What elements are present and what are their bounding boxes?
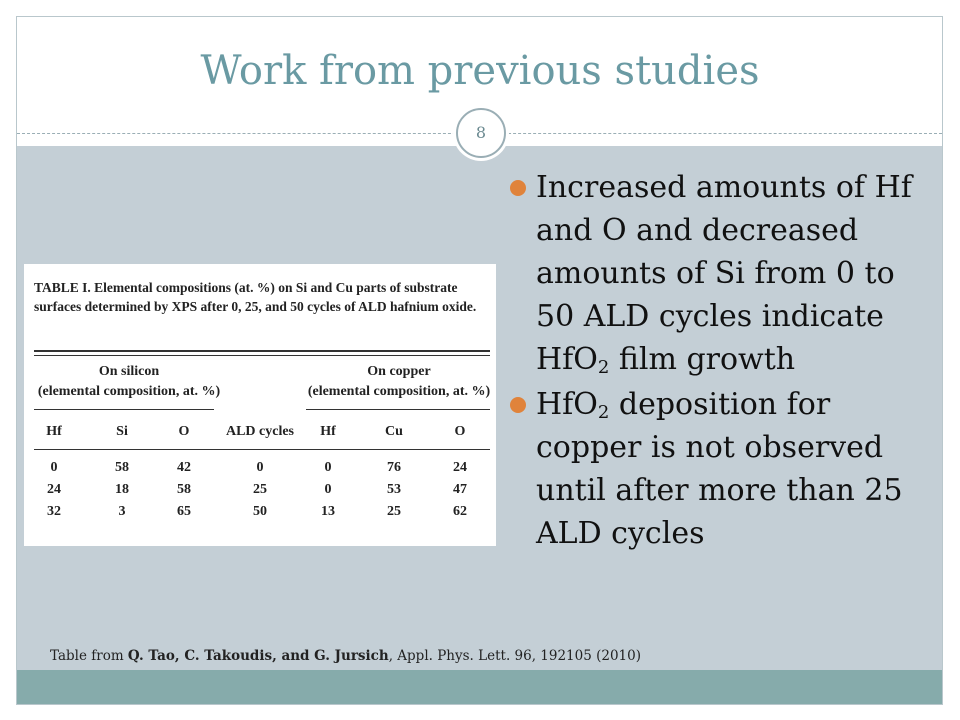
group-silicon-title: On silicon [98,364,160,379]
bullet-list [510,166,930,557]
table-cell: 76 [387,460,401,475]
table-cell: 3 [118,504,126,519]
footer-prefix: Table from [50,648,128,664]
group-silicon-subtitle: (elemental composition, at. %) [37,384,221,399]
bullet-dot-icon [510,180,526,196]
table-cell: 13 [321,504,335,519]
bullet-text-end: film growth [609,342,796,377]
col-header: Hf [320,424,336,439]
table-cell: 0 [50,460,58,475]
col-header: Hf [46,424,62,439]
bullet-item [510,166,930,381]
group-copper-subtitle: (elemental composition, at. %) [307,384,491,399]
table-cell: 18 [115,482,129,497]
group-copper-rule [306,409,490,410]
table-cell: 47 [453,482,467,497]
table-cell: 24 [47,482,61,497]
table-top-rule [34,350,490,352]
table-cell: 42 [177,460,191,475]
col-header: O [454,424,466,439]
subscript: 2 [597,402,610,423]
table-top-rule-2 [34,355,490,356]
citation-footer [50,648,641,664]
table-caption: TABLE I. Elemental compositions (at. %) on Si and Cu parts of substrate surfaces determined by XPS after 0, 25, and 50 cycles of ALD hafnium oxide. [34,280,477,314]
group-silicon-rule [34,409,214,410]
table-cell: 25 [387,504,401,519]
bullet-text: HfO [536,387,598,422]
table-cell: 53 [387,482,401,497]
table-cell: 32 [47,504,61,519]
bullet-item [510,383,930,555]
slide-number: 8 [456,108,506,158]
table-cell: 0 [324,460,332,475]
table-cell: 65 [177,504,191,519]
table-cell: 0 [324,482,332,497]
group-copper-title: On copper [367,364,431,379]
bottom-band [17,670,942,704]
table-cell: 24 [453,460,467,475]
header-rule [34,449,490,450]
col-header: Cu [385,424,403,439]
footer-citation: , Appl. Phys. Lett. 96, 192105 (2010) [388,648,641,664]
bullet-text-end: deposition for copper is not observed until after more than 25 ALD cycles [536,387,903,551]
col-header: Si [116,424,128,439]
table-cell: 0 [256,460,264,475]
bullet-text: Increased amounts of Hf and O and decreased amounts of Si from 0 to 50 ALD cycles indicate HfO [536,170,912,377]
footer-authors: Q. Tao, C. Takoudis, and G. Jursich [127,648,389,664]
table-cell: 58 [177,482,191,497]
table-cell: 58 [115,460,129,475]
table-cell: 62 [453,504,467,519]
col-header: O [178,424,190,439]
slide-title: Work from previous studies [200,48,760,94]
table-image [24,264,496,546]
table-cell: 25 [253,482,267,497]
table-cell: 50 [253,504,267,519]
bullet-dot-icon [510,397,526,413]
col-header: ALD cycles [225,424,295,439]
subscript: 2 [597,357,610,378]
